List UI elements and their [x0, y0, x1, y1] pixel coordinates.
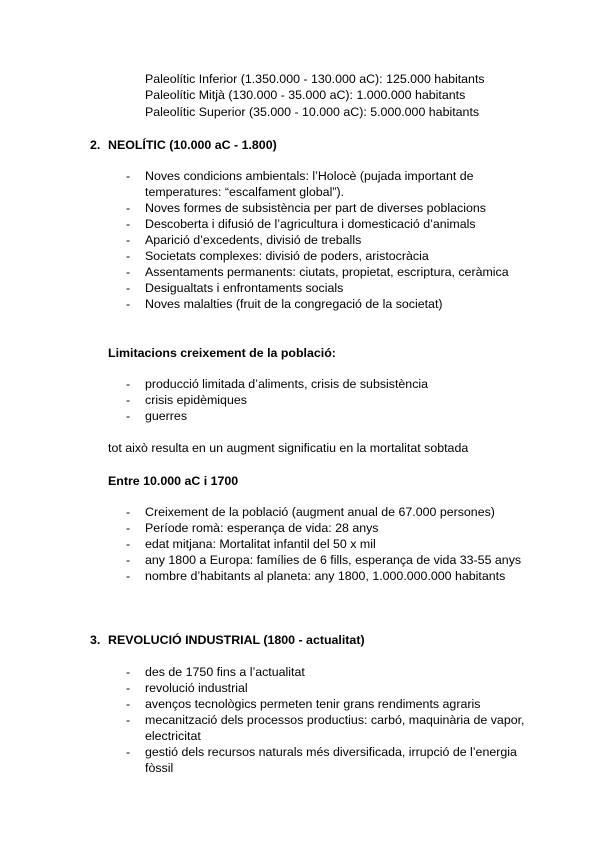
paleolithic-superior-line: Paleolític Superior (35.000 - 10.000 aC): 5.000.000 habitants — [145, 105, 480, 119]
list-item-continuation: fòssil — [145, 761, 174, 775]
list-bullet: - — [126, 169, 131, 183]
list-item: guerres — [145, 409, 188, 423]
list-item: mecanització dels processos productius: carbó, maquinària de vapor, — [145, 713, 525, 727]
list-bullet: - — [126, 233, 131, 247]
list-bullet: - — [126, 745, 131, 759]
list-item: revolució industrial — [145, 681, 248, 695]
list-bullet: - — [126, 521, 131, 535]
limitations-conclusion: tot això resulta en un augment significatiu en la mortalitat sobtada — [108, 441, 469, 455]
list-item: Noves malalties (fruit de la congregació de la societat) — [145, 297, 443, 311]
list-bullet: - — [126, 713, 131, 727]
list-item: edat mitjana: Mortalitat infantil del 50 x mil — [145, 537, 376, 551]
list-bullet: - — [126, 217, 131, 231]
list-bullet: - — [126, 201, 131, 215]
list-bullet: - — [126, 409, 131, 423]
limitations-heading: Limitacions creixement de la població: — [108, 346, 336, 360]
list-item: Aparició d’excedents, divisió de treballs — [145, 233, 362, 247]
period-heading: Entre 10.000 aC i 1700 — [108, 474, 239, 488]
list-item: Noves formes de subsistència per part de diverses poblacions — [145, 201, 486, 215]
paleolithic-middle-line: Paleolític Mitjà (130.000 - 35.000 aC): 1.000.000 habitants — [145, 88, 466, 102]
list-bullet: - — [126, 393, 131, 407]
section-2-number: 2. — [90, 138, 101, 152]
list-bullet: - — [126, 265, 131, 279]
list-bullet: - — [126, 569, 131, 583]
list-item-continuation: temperatures: “escalfament global”). — [145, 185, 345, 199]
list-bullet: - — [126, 377, 131, 391]
list-bullet: - — [126, 281, 131, 295]
list-item: des de 1750 fins a l’actualitat — [145, 665, 305, 679]
list-item: crisis epidèmiques — [145, 393, 247, 407]
list-item: Descoberta i difusió de l’agricultura i domesticació d’animals — [145, 217, 476, 231]
list-item: gestió dels recursos naturals més diversificada, irrupció de l’energia — [145, 745, 517, 759]
list-bullet: - — [126, 665, 131, 679]
list-item: Societats complexes: divisió de poders, aristocràcia — [145, 249, 429, 263]
list-item-continuation: electricitat — [145, 729, 201, 743]
section-2-title: NEOLÍTIC (10.000 aC - 1.800) — [108, 138, 277, 152]
list-bullet: - — [126, 249, 131, 263]
list-item: avenços tecnològics permeten tenir grans rendiments agraris — [145, 697, 481, 711]
list-item: Període romà: esperança de vida: 28 anys — [145, 521, 379, 535]
list-item: Assentaments permanents: ciutats, propietat, escriptura, ceràmica — [145, 265, 509, 279]
list-item: Noves condicions ambientals: l’Holocè (pujada important de — [145, 169, 474, 183]
paleolithic-inferior-line: Paleolític Inferior (1.350.000 - 130.000 aC): 125.000 habitants — [145, 72, 485, 86]
section-3-title: REVOLUCIÓ INDUSTRIAL (1800 - actualitat) — [108, 633, 365, 647]
list-item: producció limitada d’aliments, crisis de subsistència — [145, 377, 429, 391]
list-bullet: - — [126, 505, 131, 519]
list-item: Creixement de la població (augment anual de 67.000 persones) — [145, 505, 495, 519]
list-bullet: - — [126, 697, 131, 711]
list-bullet: - — [126, 681, 131, 695]
list-bullet: - — [126, 537, 131, 551]
list-item: Desigualtats i enfrontaments socials — [145, 281, 344, 295]
list-item: nombre d’habitants al planeta: any 1800, 1.000.000.000 habitants — [145, 569, 506, 583]
section-3-number: 3. — [90, 633, 101, 647]
list-bullet: - — [126, 297, 131, 311]
list-item: any 1800 a Europa: famílies de 6 fills, esperança de vida 33-55 anys — [145, 553, 522, 567]
list-bullet: - — [126, 553, 131, 567]
